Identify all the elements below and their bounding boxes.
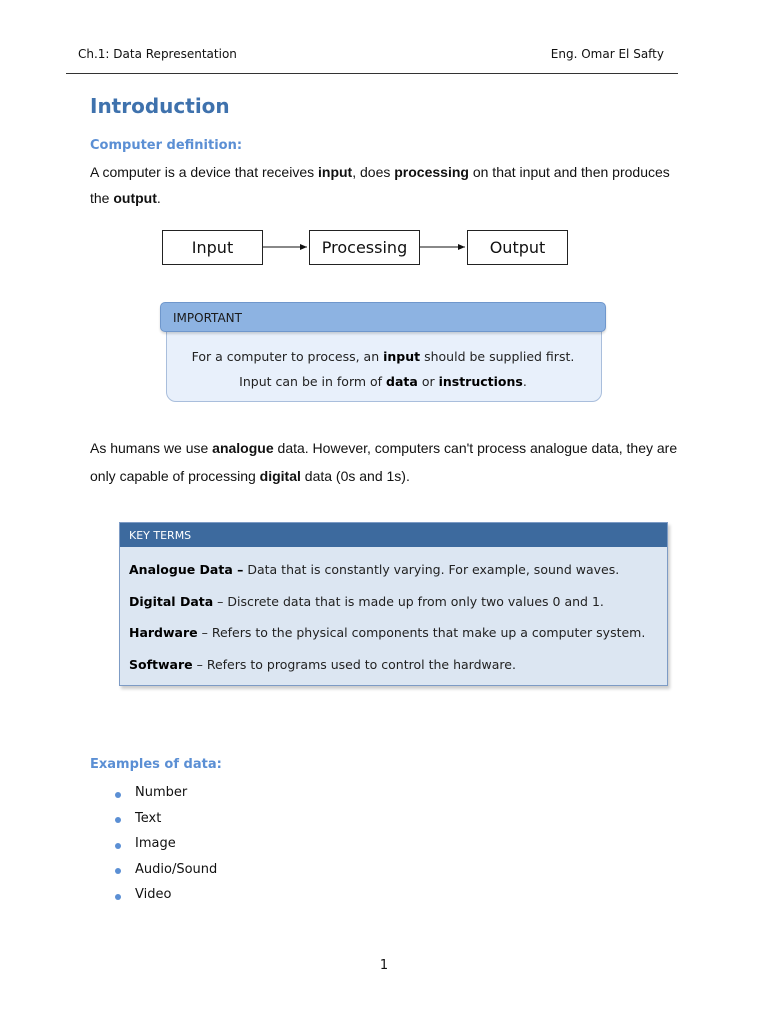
humans-bold-analogue: analogue — [212, 440, 274, 456]
list-item-label: Video — [135, 887, 172, 903]
humans-paragraph — [90, 434, 685, 490]
list-item — [115, 857, 217, 883]
important-line2-a: Input can be in form of — [239, 374, 387, 389]
list-item-label: Image — [135, 836, 176, 852]
key-term-digital — [129, 594, 604, 609]
humans-bold-digital: digital — [259, 468, 301, 484]
important-line-1 — [160, 344, 606, 369]
list-item — [115, 882, 217, 908]
def-text-4: . — [156, 190, 161, 206]
list-item — [115, 780, 217, 806]
important-line2-c: or — [417, 374, 439, 389]
important-line1-bold: input — [383, 349, 421, 364]
def-text-3: on that input and then produces the — [90, 164, 670, 206]
computer-definition-heading: Computer definition: — [90, 138, 243, 153]
def-bold-processing: processing — [394, 164, 469, 180]
key-term-definition: – Refers to programs used to control the hardware. — [192, 657, 516, 672]
important-line1-c: should be supplied first. — [420, 349, 575, 364]
list-item-label: Number — [135, 785, 188, 801]
bullet-icon — [115, 792, 121, 798]
page-number: 1 — [379, 958, 389, 973]
def-text-2: , does — [352, 164, 395, 180]
key-term-analogue — [129, 562, 619, 577]
bullet-icon — [115, 868, 121, 874]
key-term-hardware — [129, 625, 645, 640]
key-terms-label: KEY TERMS — [120, 523, 667, 547]
important-label: IMPORTANT — [160, 302, 606, 332]
flow-box-output: Output — [467, 230, 568, 265]
important-line2-bold-data: data — [386, 374, 418, 389]
list-item-label: Text — [135, 810, 162, 826]
list-item-label: Audio/Sound — [135, 861, 218, 877]
list-item — [115, 831, 217, 857]
def-text-1: A computer is a device that receives — [90, 164, 318, 180]
important-line1-a: For a computer to process, an — [191, 349, 384, 364]
author-name: Eng. Omar El Safty — [550, 47, 664, 61]
examples-list — [115, 780, 217, 908]
def-bold-output: output — [113, 190, 157, 206]
important-line-2 — [160, 369, 606, 394]
bullet-icon — [115, 894, 121, 900]
humans-text-1: As humans we use — [90, 440, 213, 456]
important-line2-bold-instructions: instructions — [438, 374, 523, 389]
bullet-icon — [115, 843, 121, 849]
humans-text-3: data (0s and 1s). — [300, 468, 410, 484]
humans-text-2: data. However, computers can't process analogue data, they are only capable of processing — [90, 440, 678, 484]
list-item — [115, 806, 217, 832]
key-term-name: Digital Data — [129, 594, 214, 609]
page-title: Introduction — [90, 94, 230, 118]
bullet-icon — [115, 817, 121, 823]
key-term-definition: – Refers to the physical components that make up a computer system. — [197, 625, 646, 640]
key-term-definition: – Discrete data that is made up from only two values 0 and 1. — [213, 594, 604, 609]
flow-box-processing: Processing — [309, 230, 420, 265]
important-line2-e: . — [522, 374, 527, 389]
key-term-definition: Data that is constantly varying. For example, sound waves. — [243, 562, 620, 577]
key-term-name: Software — [129, 657, 193, 672]
key-term-name: Hardware — [129, 625, 198, 640]
key-terms-box — [119, 522, 668, 686]
important-text — [160, 344, 606, 394]
examples-heading: Examples of data: — [90, 757, 222, 772]
chapter-title: Ch.1: Data Representation — [78, 47, 237, 61]
def-bold-input: input — [318, 164, 353, 180]
key-term-name: Analogue Data – — [129, 562, 244, 577]
key-term-software — [129, 657, 516, 672]
flow-box-input: Input — [162, 230, 263, 265]
